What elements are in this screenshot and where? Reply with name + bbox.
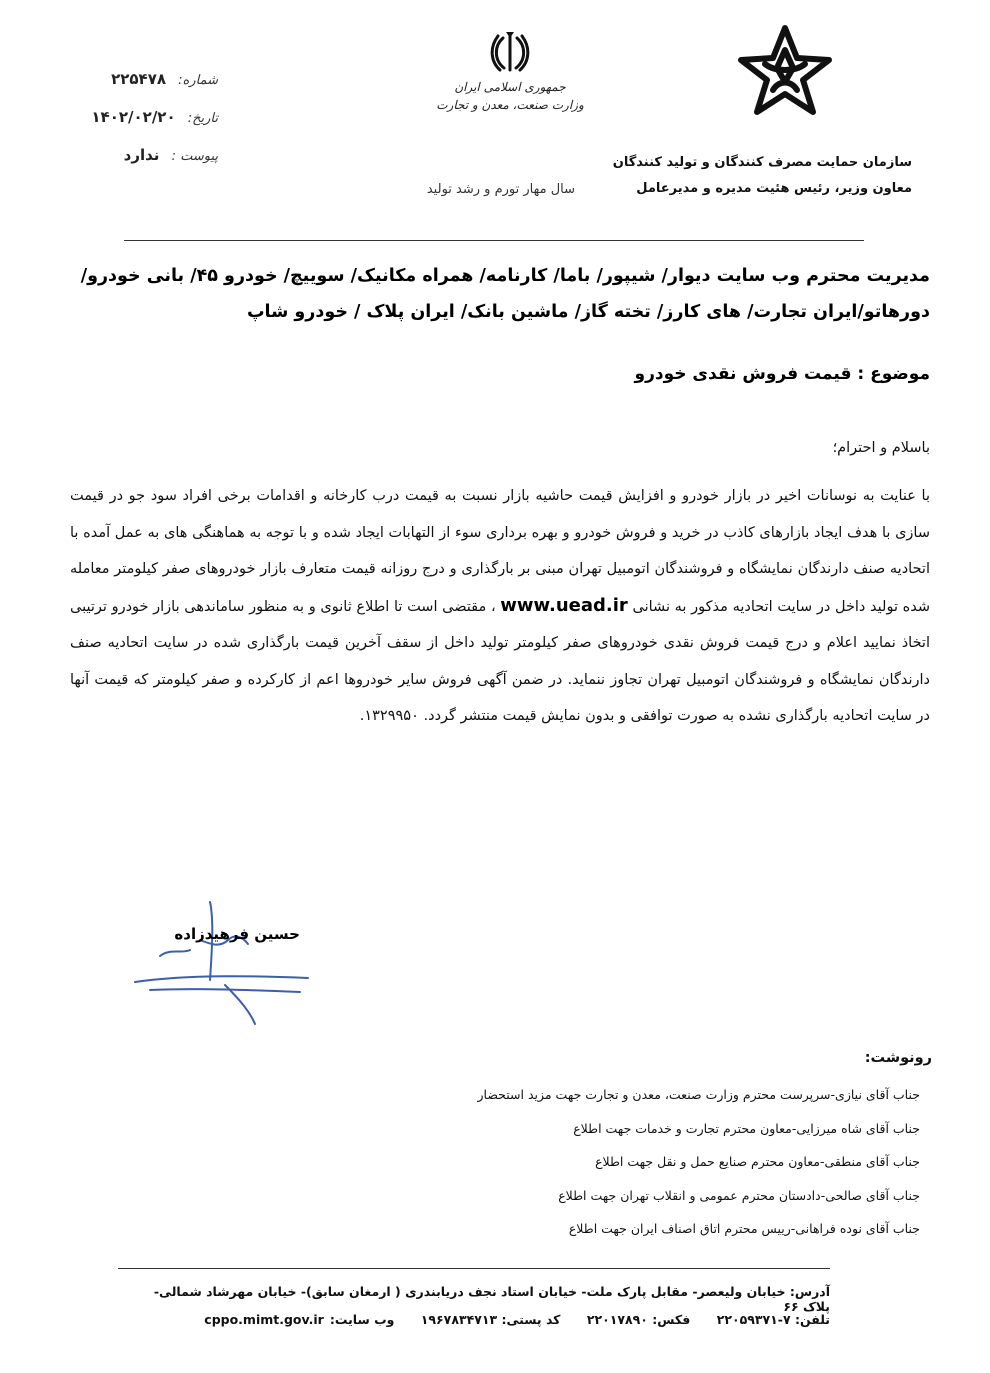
attachment-label: پیوست : bbox=[171, 149, 218, 164]
footer-phone: تلفن: ۷-۲۲۰۵۹۳۷۱ bbox=[716, 1312, 830, 1327]
union-website-link[interactable]: www.uead.ir bbox=[500, 594, 628, 616]
footer-address: آدرس: خیابان ولیعصر- مقابل پارک ملت- خیابان استاد نجف دریابندری ( ارمغان سابق)- خیابان مهرشاد شمالی- پلاک ۶۶ bbox=[153, 1284, 830, 1314]
cc-item: جناب آقای صالحی-دادستان محترم عمومی و انقلاب تهران جهت اطلاع bbox=[558, 1187, 920, 1203]
date-value: ۱۴۰۲/۰۲/۲۰ bbox=[91, 108, 176, 126]
cc-item: جناب آقای نوده فراهانی-رییس محترم اتاق اصناف ایران جهت اطلاع bbox=[568, 1221, 920, 1236]
footer-website-link[interactable]: cppo.mimt.gov.ir bbox=[204, 1312, 324, 1327]
ministry-line2: وزارت صنعت، معدن و تجارت bbox=[436, 98, 584, 112]
greeting: باسلام و احترام؛ bbox=[832, 440, 930, 456]
attachment-value: ندارد bbox=[123, 146, 160, 164]
iran-emblem-icon bbox=[490, 30, 530, 74]
footer-divider bbox=[118, 1268, 830, 1269]
reference-code: ۱۳۲۹۹۵۰. bbox=[359, 708, 419, 724]
cc-title: رونوشت: bbox=[864, 1050, 932, 1066]
cc-item: جناب آقای نیازی-سرپرست محترم وزارت صنعت، معدن و تجارت جهت مزید استحضار bbox=[477, 1087, 920, 1102]
organization-logo-icon bbox=[735, 20, 835, 120]
recipients-line1: مدیریت محترم وب سایت دیوار/ شیپور/ باما/ کارنامه/ همراه مکانیک/ سوییچ/ خودرو ۴۵/ بانی خودرو/ bbox=[80, 266, 930, 286]
handwritten-signature bbox=[130, 900, 320, 1030]
year-slogan: سال مهار تورم و رشد تولید bbox=[426, 182, 575, 197]
date-label: تاریخ: bbox=[187, 111, 218, 126]
letter-date bbox=[78, 108, 218, 126]
organization-role: معاون وزیر، رئیس هئیت مدیره و مدیرعامل bbox=[636, 181, 912, 196]
cc-item: جناب آقای منطقی-معاون محترم صنایع حمل و نقل جهت اطلاع bbox=[595, 1154, 920, 1169]
ministry-header bbox=[430, 30, 590, 114]
number-value: ۲۲۵۴۷۸ bbox=[111, 70, 167, 88]
number-label: شماره: bbox=[178, 73, 218, 88]
subject-line: موضوع : قیمت فروش نقدی خودرو bbox=[634, 364, 930, 384]
footer-postal-code: کد پستی: ۱۹۶۷۸۳۴۷۱۳ bbox=[420, 1312, 561, 1327]
body-paragraph bbox=[70, 478, 930, 735]
recipients bbox=[70, 258, 930, 330]
footer-website-label: وب سایت: bbox=[329, 1312, 395, 1327]
cc-list bbox=[220, 1078, 920, 1246]
footer-fax: فکس: ۲۲۰۱۷۸۹۰ bbox=[586, 1312, 691, 1327]
organization-name: سازمان حمایت مصرف کنندگان و تولید کنندگان bbox=[612, 155, 912, 170]
ministry-line1: جمهوری اسلامی ایران bbox=[454, 80, 566, 94]
letter-attachment bbox=[78, 146, 218, 164]
body-text-part2: ، مقتضی است تا اطلاع ثانوی و به منظور ساماندهی بازار خودرو ترتیبی اتخاذ نمایید اعلام و درج قیمت فروش نقدی خودروهای صفر کیلومتر تولید داخل از سقف آخرین قیمت بارگذاری شده در سایت اتحادیه صنف دارندگان نمایشگاه و فروشندگان اتومبیل تهران تجاوز ننماید. در ضمن آگهی فروش سایر خودروها اعم از کارکرده و صفر کیلومتر که قیمت آنها در سایت اتحادیه بارگذاری نشده به صورت توافقی و بدون نمایش قیمت منتشر گردد. bbox=[70, 598, 930, 724]
signer-name: حسین فرهیدزاده bbox=[174, 925, 300, 943]
recipients-line2: دورهاتو/ایران تجارت/ های کارز/ تخته گاز/ ماشین بانک/ ایران پلاک / خودرو شاپ bbox=[246, 302, 930, 322]
cc-item: جناب آقای شاه میرزایی-معاون محترم تجارت و خدمات جهت اطلاع bbox=[573, 1120, 920, 1136]
footer-contact bbox=[130, 1312, 830, 1327]
header-divider bbox=[124, 240, 864, 241]
body-text-part1: با عنایت به نوسانات اخیر در بازار خودرو و افزایش قیمت حاشیه بازار نسبت به قیمت درب کارخانه و اقدامات برخی افراد سود جو در قیمت سازی با هدف ایجاد بازارهای کاذب در خرید و فروش خودرو و بهره برداری سوء از التهابات ایجاد شده و با توجه به هماهنگی های به عمل آمده با اتحادیه صنف دارندگان نمایشگاه و فروشندگان اتومبیل تهران مبنی بر بارگذاری و درج روزانه قیمت متعارف بازار خودروهای صفر کیلومتر معامله شده تولید داخل در سایت اتحادیه مذکور به نشانی bbox=[70, 488, 931, 615]
letter-number bbox=[78, 70, 218, 88]
